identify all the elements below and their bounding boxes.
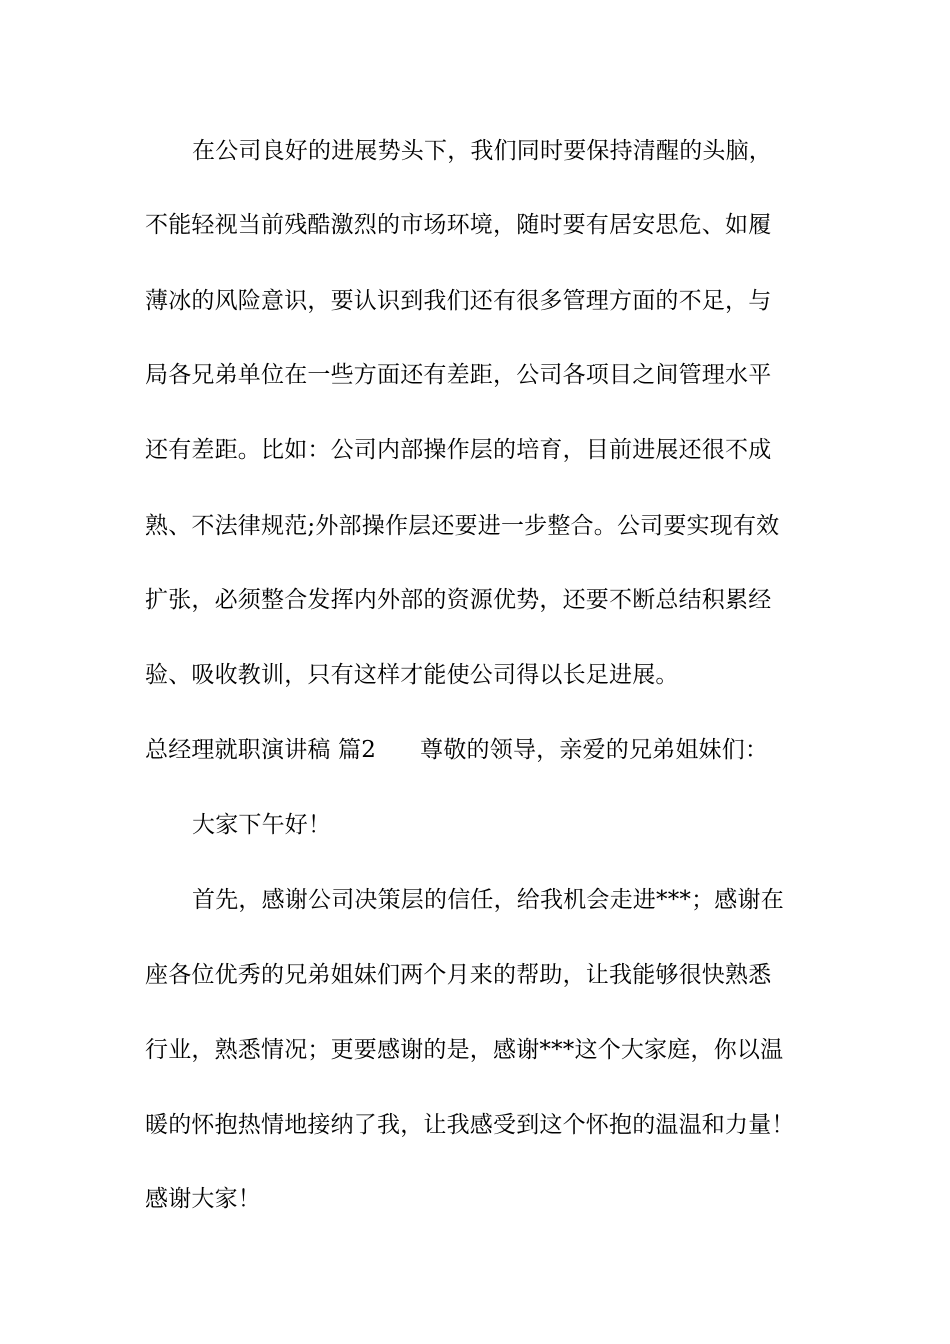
paragraph-1-line-8: 验、吸收教训，只有这样才能使公司得以长足进展。 (145, 662, 679, 688)
paragraph-1-line-1: 在公司良好的进展势头下，我们同时要保持清醒的头脑， (192, 138, 772, 164)
paragraph-2-line-3: 行业，熟悉情况；更要感谢的是，感谢***这个大家庭，你以温 (145, 1037, 784, 1063)
section-title: 总经理就职演讲稿 篇2 (145, 737, 377, 763)
paragraph-1-line-6: 熟、不法律规范;外部操作层还要进一步整合。公司要实现有效 (145, 513, 780, 539)
paragraph-1-line-5: 还有差距。比如：公司内部操作层的培育，目前进展还很不成 (145, 437, 772, 463)
paragraph-1-line-7: 扩张，必须整合发挥内外部的资源优势，还要不断总结积累经 (145, 587, 772, 613)
paragraph-1-line-4: 局各兄弟单位在一些方面还有差距，公司各项目之间管理水平 (145, 362, 772, 388)
paragraph-1-line-3: 薄冰的风险意识，要认识到我们还有很多管理方面的不足，与 (145, 288, 772, 314)
greeting: 大家下午好！ (192, 812, 332, 838)
section-salutation: 尊敬的领导，亲爱的兄弟姐妹们： (420, 737, 769, 763)
paragraph-1-line-2: 不能轻视当前残酷激烈的市场环境，随时要有居安思危、如履 (145, 212, 772, 238)
paragraph-2-line-4: 暖的怀抱热情地接纳了我，让我感受到这个怀抱的温温和力量！ (145, 1112, 795, 1138)
paragraph-2-line-1: 首先，感谢公司决策层的信任，给我机会走进***；感谢在 (192, 887, 784, 913)
paragraph-2-line-2: 座各位优秀的兄弟姐妹们两个月来的帮助，让我能够很快熟悉 (145, 962, 772, 988)
paragraph-2-line-5: 感谢大家！ (145, 1186, 261, 1212)
section-heading (145, 735, 845, 765)
